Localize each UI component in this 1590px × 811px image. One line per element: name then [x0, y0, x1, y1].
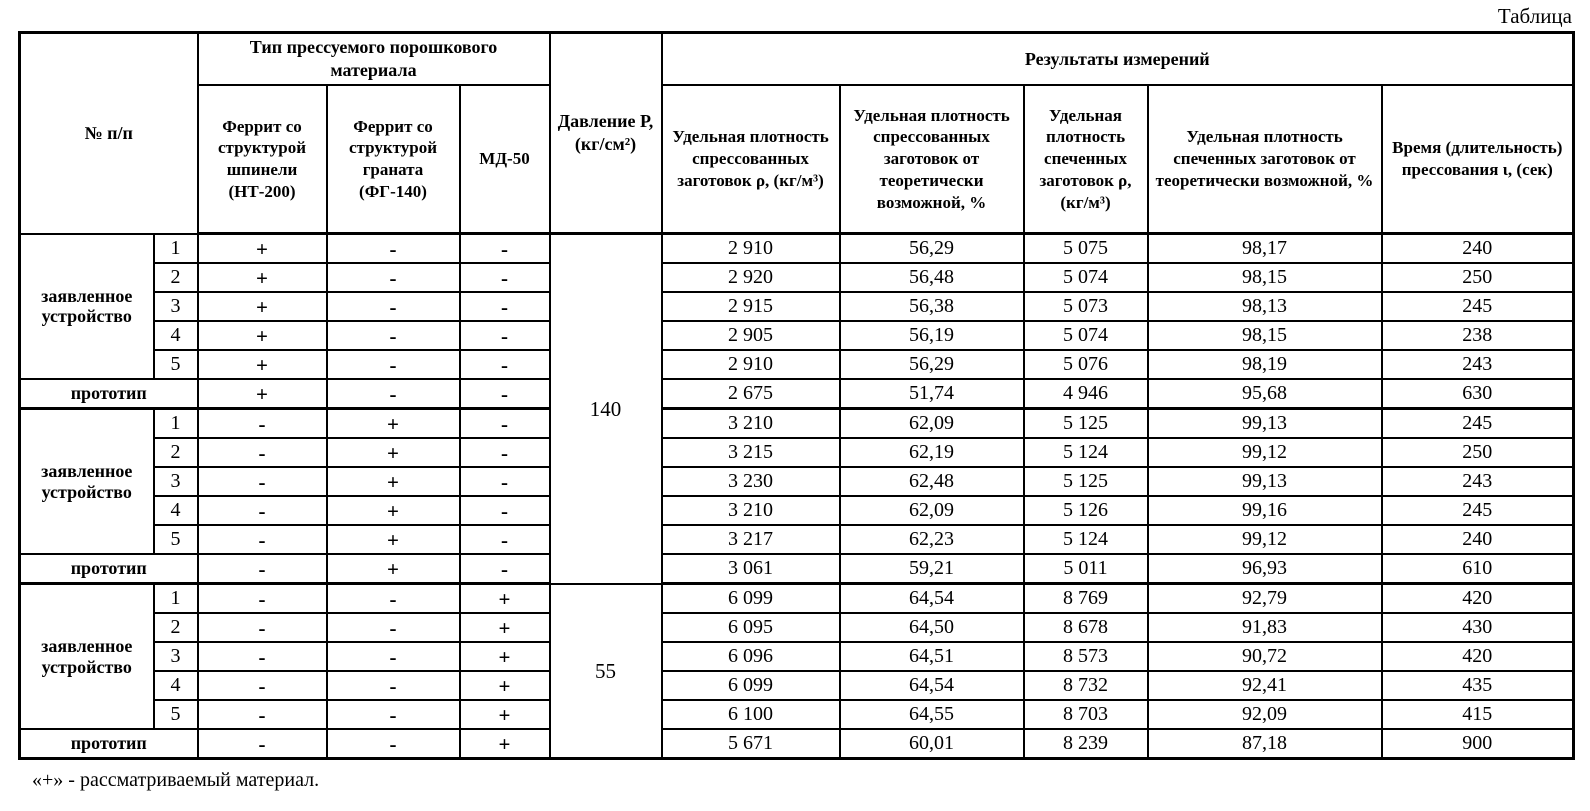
value-cell: 5 076: [1024, 350, 1148, 379]
value-cell: 98,13: [1148, 292, 1382, 321]
value-cell: 8 239: [1024, 729, 1148, 759]
sign-cell: +: [198, 292, 327, 321]
sign-cell: -: [327, 700, 460, 729]
sign-cell: -: [327, 321, 460, 350]
sign-cell: -: [198, 700, 327, 729]
sign-cell: -: [460, 292, 550, 321]
value-cell: 430: [1382, 613, 1574, 642]
prototype-row: [20, 379, 1574, 409]
value-cell: 62,09: [840, 496, 1024, 525]
sign-cell: -: [327, 729, 460, 759]
sign-cell: +: [460, 671, 550, 700]
value-cell: 250: [1382, 263, 1574, 292]
sign-cell: -: [460, 467, 550, 496]
col-header-md-50: МД-50: [460, 85, 550, 234]
row-num-cell: 4: [154, 671, 198, 700]
value-cell: 420: [1382, 584, 1574, 614]
col-header-row-number: № п/п: [20, 33, 198, 234]
device-row: [20, 496, 1574, 525]
sign-cell: +: [460, 613, 550, 642]
col-header-material-group: Тип прессуемого порошкового материала: [198, 33, 550, 86]
device-row: [20, 467, 1574, 496]
sign-cell: -: [198, 496, 327, 525]
value-cell: 8 703: [1024, 700, 1148, 729]
sign-cell: +: [327, 554, 460, 584]
sign-cell: -: [198, 613, 327, 642]
prototype-row: [20, 554, 1574, 584]
header-row-columns: [20, 85, 1574, 234]
sign-cell: -: [327, 350, 460, 379]
value-cell: 3 217: [662, 525, 840, 554]
value-cell: 900: [1382, 729, 1574, 759]
sign-cell: -: [198, 642, 327, 671]
sign-cell: -: [460, 496, 550, 525]
sign-cell: -: [460, 554, 550, 584]
value-cell: 2 920: [662, 263, 840, 292]
value-cell: 240: [1382, 525, 1574, 554]
value-cell: 3 061: [662, 554, 840, 584]
value-cell: 62,09: [840, 409, 1024, 439]
row-num-cell: 3: [154, 642, 198, 671]
sign-cell: +: [198, 350, 327, 379]
sign-cell: +: [198, 321, 327, 350]
value-cell: 62,19: [840, 438, 1024, 467]
sign-cell: +: [460, 700, 550, 729]
table-body: [20, 234, 1574, 759]
sign-cell: -: [198, 438, 327, 467]
sign-cell: +: [327, 409, 460, 439]
col-header-density-sintered-percent: Удельная плотность спеченных заготовок от теоретически возможной, %: [1148, 85, 1382, 234]
row-num-cell: 1: [154, 234, 198, 264]
value-cell: 6 100: [662, 700, 840, 729]
value-cell: 2 915: [662, 292, 840, 321]
prototype-row: [20, 729, 1574, 759]
device-row: [20, 321, 1574, 350]
value-cell: 98,15: [1148, 321, 1382, 350]
row-num-cell: 5: [154, 700, 198, 729]
sign-cell: -: [460, 350, 550, 379]
sign-cell: -: [198, 729, 327, 759]
value-cell: 245: [1382, 496, 1574, 525]
value-cell: 56,29: [840, 234, 1024, 264]
sign-cell: +: [460, 729, 550, 759]
value-cell: 238: [1382, 321, 1574, 350]
sign-cell: -: [198, 409, 327, 439]
value-cell: 6 096: [662, 642, 840, 671]
row-num-cell: 1: [154, 409, 198, 439]
value-cell: 6 099: [662, 671, 840, 700]
value-cell: 92,09: [1148, 700, 1382, 729]
sign-cell: -: [198, 584, 327, 614]
device-row: [20, 263, 1574, 292]
value-cell: 5 011: [1024, 554, 1148, 584]
sign-cell: -: [327, 642, 460, 671]
value-cell: 5 124: [1024, 438, 1148, 467]
value-cell: 64,50: [840, 613, 1024, 642]
value-cell: 3 230: [662, 467, 840, 496]
col-header-pressing-time: Время (длительность) прессования ι, (сек): [1382, 85, 1574, 234]
sign-cell: -: [460, 379, 550, 409]
sign-cell: -: [327, 613, 460, 642]
row-num-cell: 4: [154, 321, 198, 350]
value-cell: 98,19: [1148, 350, 1382, 379]
value-cell: 99,13: [1148, 409, 1382, 439]
sign-cell: -: [198, 525, 327, 554]
pressure-cell: 55: [550, 584, 662, 759]
sign-cell: -: [460, 409, 550, 439]
value-cell: 2 910: [662, 234, 840, 264]
value-cell: 99,16: [1148, 496, 1382, 525]
sign-cell: -: [327, 671, 460, 700]
sign-cell: -: [327, 234, 460, 264]
col-header-pressure: Давление Р, (кг/см²): [550, 33, 662, 234]
row-num-cell: 5: [154, 350, 198, 379]
value-cell: 59,21: [840, 554, 1024, 584]
sign-cell: -: [460, 438, 550, 467]
device-row: [20, 700, 1574, 729]
value-cell: 92,79: [1148, 584, 1382, 614]
device-row: [20, 234, 1574, 264]
sign-cell: -: [198, 554, 327, 584]
sign-cell: -: [327, 584, 460, 614]
sign-cell: +: [198, 379, 327, 409]
value-cell: 8 678: [1024, 613, 1148, 642]
value-cell: 5 124: [1024, 525, 1148, 554]
value-cell: 2 675: [662, 379, 840, 409]
value-cell: 64,54: [840, 671, 1024, 700]
value-cell: 56,29: [840, 350, 1024, 379]
device-row: [20, 584, 1574, 614]
value-cell: 243: [1382, 467, 1574, 496]
group-label-cell: прототип: [20, 379, 198, 409]
group-label-cell: заявленное устройство: [20, 584, 154, 730]
value-cell: 92,41: [1148, 671, 1382, 700]
value-cell: 245: [1382, 409, 1574, 439]
col-header-results-group: Результаты измерений: [662, 33, 1574, 86]
group-label-cell: заявленное устройство: [20, 409, 154, 555]
group-label-cell: прототип: [20, 554, 198, 584]
value-cell: 95,68: [1148, 379, 1382, 409]
row-num-cell: 4: [154, 496, 198, 525]
row-num-cell: 2: [154, 263, 198, 292]
value-cell: 8 732: [1024, 671, 1148, 700]
sign-cell: -: [460, 234, 550, 264]
value-cell: 5 075: [1024, 234, 1148, 264]
value-cell: 420: [1382, 642, 1574, 671]
pressure-cell: 140: [550, 234, 662, 584]
sign-cell: -: [460, 263, 550, 292]
value-cell: 98,17: [1148, 234, 1382, 264]
value-cell: 5 671: [662, 729, 840, 759]
value-cell: 240: [1382, 234, 1574, 264]
page-title: Таблица: [1497, 4, 1572, 28]
col-header-ferrite-garnet: Феррит со структурой граната (ФГ-140): [327, 85, 460, 234]
value-cell: 3 210: [662, 496, 840, 525]
sign-cell: +: [198, 234, 327, 264]
row-num-cell: 1: [154, 584, 198, 614]
sign-cell: -: [327, 292, 460, 321]
value-cell: 62,23: [840, 525, 1024, 554]
value-cell: 96,93: [1148, 554, 1382, 584]
value-cell: 4 946: [1024, 379, 1148, 409]
device-row: [20, 613, 1574, 642]
device-row: [20, 525, 1574, 554]
value-cell: 87,18: [1148, 729, 1382, 759]
device-row: [20, 671, 1574, 700]
row-num-cell: 3: [154, 467, 198, 496]
col-header-density-pressed-percent: Удельная плотность спрессованных заготовок от теоретически возможной, %: [840, 85, 1024, 234]
table-header: [20, 33, 1574, 234]
sign-cell: -: [198, 671, 327, 700]
row-num-cell: 3: [154, 292, 198, 321]
value-cell: 415: [1382, 700, 1574, 729]
value-cell: 56,38: [840, 292, 1024, 321]
sign-cell: +: [460, 642, 550, 671]
value-cell: 64,54: [840, 584, 1024, 614]
value-cell: 99,12: [1148, 438, 1382, 467]
col-header-density-pressed: Удельная плотность спрессованных заготовок ρ, (кг/м³): [662, 85, 840, 234]
value-cell: 6 095: [662, 613, 840, 642]
sign-cell: +: [327, 438, 460, 467]
sign-cell: -: [460, 321, 550, 350]
value-cell: 2 905: [662, 321, 840, 350]
value-cell: 435: [1382, 671, 1574, 700]
value-cell: 5 073: [1024, 292, 1148, 321]
value-cell: 8 769: [1024, 584, 1148, 614]
footnote: «+» - рассматриваемый материал.: [32, 769, 320, 792]
value-cell: 99,12: [1148, 525, 1382, 554]
sign-cell: +: [327, 496, 460, 525]
sign-cell: +: [460, 584, 550, 614]
sign-cell: +: [327, 525, 460, 554]
sign-cell: -: [460, 525, 550, 554]
value-cell: 5 125: [1024, 409, 1148, 439]
value-cell: 245: [1382, 292, 1574, 321]
device-row: [20, 409, 1574, 439]
header-row-groups: [20, 33, 1574, 86]
value-cell: 250: [1382, 438, 1574, 467]
value-cell: 98,15: [1148, 263, 1382, 292]
row-num-cell: 2: [154, 438, 198, 467]
value-cell: 56,48: [840, 263, 1024, 292]
value-cell: 610: [1382, 554, 1574, 584]
value-cell: 99,13: [1148, 467, 1382, 496]
value-cell: 5 074: [1024, 263, 1148, 292]
sign-cell: -: [327, 263, 460, 292]
value-cell: 5 074: [1024, 321, 1148, 350]
value-cell: 51,74: [840, 379, 1024, 409]
group-label-cell: прототип: [20, 729, 198, 759]
device-row: [20, 438, 1574, 467]
value-cell: 243: [1382, 350, 1574, 379]
value-cell: 8 573: [1024, 642, 1148, 671]
value-cell: 64,51: [840, 642, 1024, 671]
value-cell: 2 910: [662, 350, 840, 379]
device-row: [20, 292, 1574, 321]
value-cell: 5 126: [1024, 496, 1148, 525]
value-cell: 5 125: [1024, 467, 1148, 496]
col-header-density-sintered: Удельная плотность спеченных заготовок ρ, (кг/м³): [1024, 85, 1148, 234]
value-cell: 90,72: [1148, 642, 1382, 671]
value-cell: 62,48: [840, 467, 1024, 496]
row-num-cell: 2: [154, 613, 198, 642]
sign-cell: -: [327, 379, 460, 409]
value-cell: 6 099: [662, 584, 840, 614]
value-cell: 3 210: [662, 409, 840, 439]
value-cell: 91,83: [1148, 613, 1382, 642]
value-cell: 630: [1382, 379, 1574, 409]
device-row: [20, 350, 1574, 379]
sign-cell: +: [327, 467, 460, 496]
value-cell: 64,55: [840, 700, 1024, 729]
col-header-ferrite-spinel: Феррит со структурой шпинели (НТ-200): [198, 85, 327, 234]
value-cell: 3 215: [662, 438, 840, 467]
device-row: [20, 642, 1574, 671]
sign-cell: +: [198, 263, 327, 292]
row-num-cell: 5: [154, 525, 198, 554]
value-cell: 60,01: [840, 729, 1024, 759]
group-label-cell: заявленное устройство: [20, 234, 154, 380]
value-cell: 56,19: [840, 321, 1024, 350]
sign-cell: -: [198, 467, 327, 496]
measurements-table: [18, 31, 1575, 760]
